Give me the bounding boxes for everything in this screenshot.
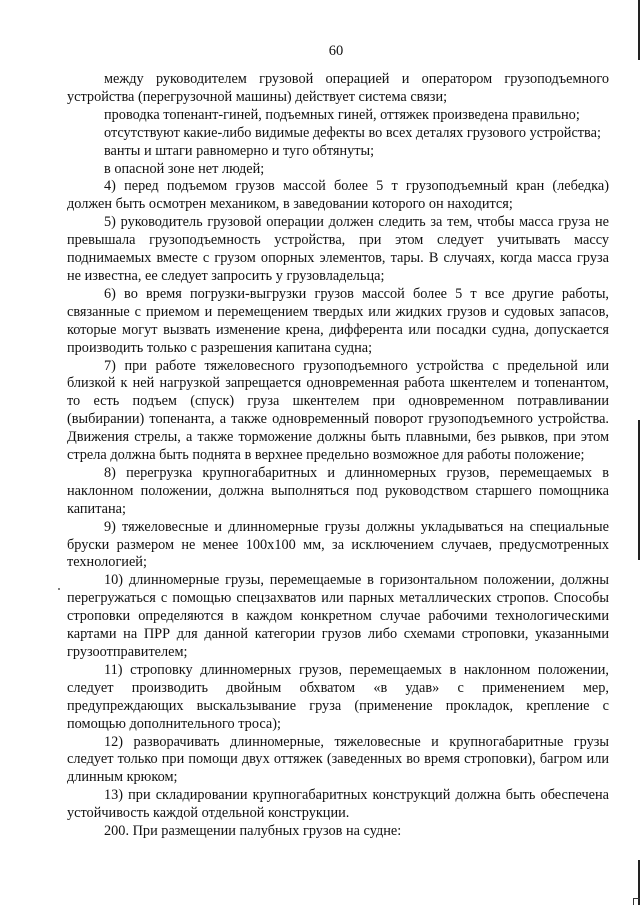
paragraph: 6) во время погрузки-выгрузки грузов массой более 5 т все другие работы, связанные с приемом и перемещением твердых или жидких грузов и судовых запасов, которые могут вызвать изменение крена, дифферента или посадки судна, допускается производить только с разрешения капитана судна; [67, 285, 609, 356]
paragraph: 5) руководитель грузовой операции должен следить за тем, чтобы масса груза не превышала грузоподъемность устройства, при этом следует учитывать массу поднимаемых вместе с грузом опорных элементов, тары. В случаях, когда масса груза не известна, ее следует запросить у грузовладельца; [67, 214, 609, 284]
body-text [67, 71, 609, 841]
paragraph: 7) при работе тяжеловесного грузоподъемного устройства с предельной или близкой к ней нагрузкой запрещается одновременная работа шкентелем и топенантом, то есть подъем (спуск) груза шкентелем при одновременном потравливании (выбирании) топенанта, а также одновременный поворот грузоподъемного устройства. Движения стрелы, а также торможение должны быть плавными, без рывков, при этом стрела должна быть поднята в верхнее предельно возможное для работы положение; [67, 357, 609, 464]
paragraph: отсутствуют какие-либо видимые дефекты во всех деталях грузового устройства; [104, 124, 601, 141]
paragraph: в опасной зоне нет людей; [104, 160, 265, 177]
paragraph: 10) длинномерные грузы, перемещаемые в горизонтальном положении, должны перегружаться с помощью спецзахватов или парных металлических стропов. Способы строповки определяются в каждом конкретном случае рабочими технологическими картами на ПРР для данной категории грузов либо схемами строповки, указанными грузоотправителем; [67, 572, 609, 660]
paragraph: 11) строповку длинномерных грузов, перемещаемых в наклонном положении, следует производить двойным обхватом «в удав» с применением мер, предупреждающих выскальзывание груза (применение прокладок, крепление с помощью дополнительного троса); [67, 661, 609, 732]
paragraph: 13) при складировании крупногабаритных конструкций должна быть обеспечена устойчивость каждой отдельной конструкции. [67, 787, 609, 822]
scan-corner-mark [633, 898, 640, 905]
paragraph: 4) перед подъемом грузов массой более 5 т грузоподъемный кран (лебедка) должен быть осмотрен механиком, в заведовании которого он находится; [67, 178, 609, 213]
paragraph: 9) тяжеловесные и длинномерные грузы должны укладываться на специальные бруски размером не менее 100х100 мм, за исключением случаев, предусмотренных технологией; [67, 518, 609, 571]
paragraph: 8) перегрузка крупногабаритных и длинномерных грузов, перемещаемых в наклонном положении, должна выполняться под руководством старшего помощника капитана; [67, 464, 609, 517]
scan-speck [58, 588, 60, 590]
paragraph: между руководителем грузовой операцией и оператором грузоподъемного устройства (перегрузочной машины) действует система связи; [67, 71, 609, 105]
paragraph: 200. При размещении палубных грузов на судне: [104, 823, 402, 840]
paragraph: ванты и штаги равномерно и туго обтянуты; [104, 142, 375, 159]
page-number: 60 [328, 43, 344, 59]
paragraph: проводка топенант-гиней, подъемных гиней, оттяжек произведена правильно; [104, 106, 580, 123]
paragraph: 12) разворачивать длинномерные, тяжеловесные и крупногабаритные грузы следует только при помощи двух оттяжек (заведенных во время строповки), багром или длинным крюком; [67, 733, 609, 786]
